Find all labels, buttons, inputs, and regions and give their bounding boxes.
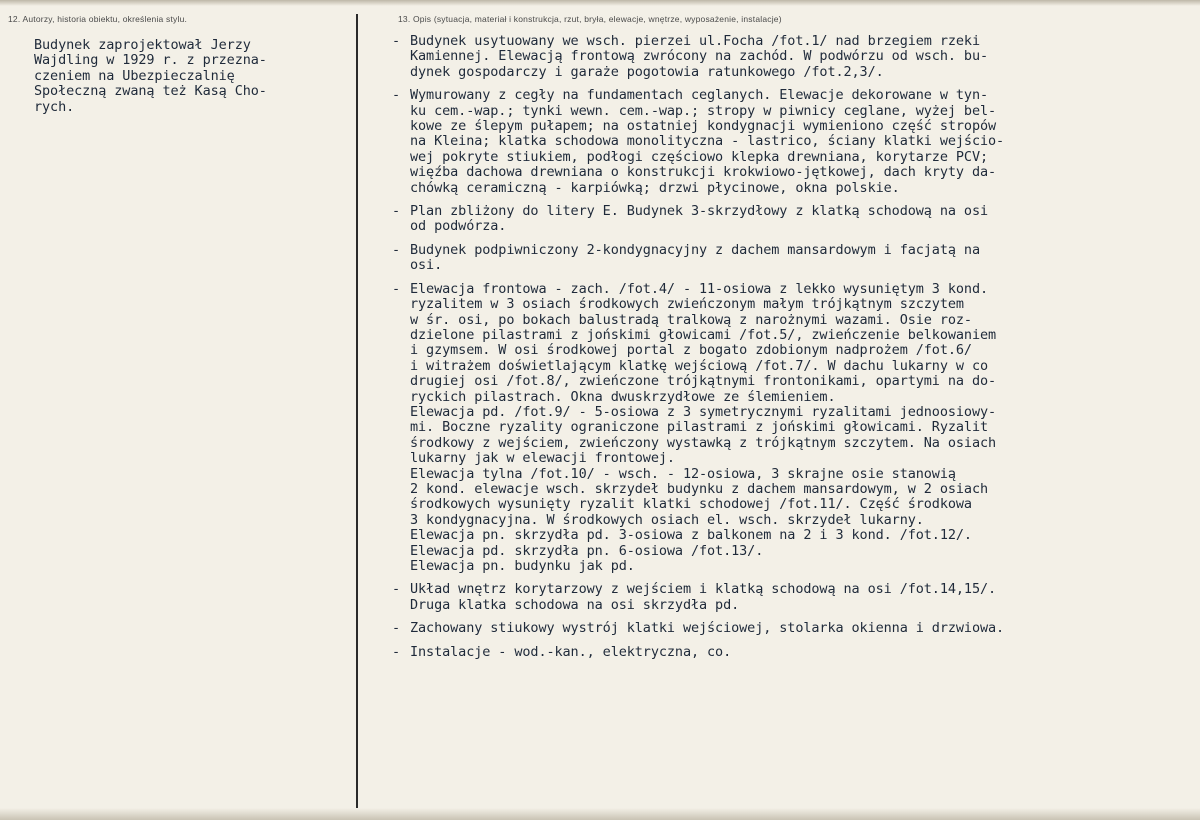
description-line: Układ wnętrz korytarzowy z wejściem i klatką schodową na osi /fot.14,15/. [410,581,997,598]
history-line: czeniem na Ubezpieczalnię [34,67,235,84]
description-line: dynek gospodarczy i garaże pogotowia ratunkowego /fot.2,3/. [410,63,884,80]
field-13-label: 13. Opis (sytuacja, materiał i konstrukcja, rzut, bryła, elewacje, wnętrze, wyposażenie, instalacje) [398,14,782,24]
dash-bullet: - [392,620,401,637]
description-paragraph [392,582,1192,613]
description-line: Budynek podpiwniczony 2-kondygnacyjny z dachem mansardowym i facjatą na [410,241,980,258]
description-line: od podwórza. [410,218,507,235]
description-paragraph [392,34,1192,80]
description-line: 3 kondygnacyjna. W środkowych osiach el. wsch. skrzydeł lukarny. [410,511,924,528]
description-line: środkowych wysunięty ryzalit klatki schodowej /fot.11/. Część środkowa [410,496,972,513]
history-line: Społeczną zwaną też Kasą Cho- [34,83,267,100]
description-line: Elewacja pn. budynku jak pd. [410,558,635,574]
description-line: lukarny jak w elewacji frontowej. [410,450,675,467]
binding-edge [0,0,1200,6]
description-paragraph [392,645,1192,660]
history-line: rych. [34,98,75,115]
description-line: więźba dachowa drewniana o konstrukcji krokwiowo-jętkowej, dach kryty da- [410,164,997,181]
description-line: w śr. osi, po bokach balustradą tralkową z narożnymi wazami. Osie roz- [410,311,972,328]
description-line: Kamiennej. Elewacją frontową zwrócony na zachód. W podwórzu od wsch. bu- [410,48,988,65]
description-paragraph [392,243,1192,274]
description-text [392,34,1192,668]
description-line: ku cem.-wap.; tynki wewn. cem.-wap.; stropy w piwnicy ceglane, wyżej bel- [410,102,997,119]
description-line: ryzalitem w 3 osiach środkowych zwieńczonym małym trójkątnym szczytem [410,296,964,313]
description-paragraph [392,88,1192,196]
history-line: Budynek zaprojektował Jerzy [34,37,251,53]
description-line: Elewacja pn. skrzydła pd. 3-osiowa z balkonem na 2 i 3 kond. /fot.12/. [410,527,972,544]
description-line: osi. [410,257,443,274]
history-line: Wajdling w 1929 r. z przezna- [34,52,267,69]
description-line: Elewacja tylna /fot.10/ - wsch. - 12-osiowa, 3 skrajne osie stanowią [410,465,956,482]
description-line: Elewacja frontowa - zach. /fot.4/ - 11-osiowa z lekko wysuniętym 3 kond. [410,280,988,297]
description-line: dzielone pilastrami z jońskimi głowicami /fot.5/, zwieńczenie belkowaniem [410,326,997,343]
dash-bullet: - [392,581,401,598]
description-line: Druga klatka schodowa na osi skrzydła pd. [410,596,740,613]
description-line: chówką ceramiczną - karpiówką; drzwi płycinowe, okna polskie. [410,179,900,196]
dash-bullet: - [392,643,401,660]
description-line: drugiej osi /fot.8/, zwieńczone trójkątnymi frontonikami, opartymi na do- [410,373,997,390]
description-line: ryckich pilastrach. Okna dwuskrzydłowe ze ślemieniem. [410,388,836,405]
description-line: Elewacja pd. /fot.9/ - 5-osiowa z 3 symetrycznymi ryzalitami jednoosiowy- [410,403,997,420]
history-text [34,38,346,115]
dash-bullet: - [392,203,401,220]
description-line: środkowy z wejściem, zwieńczony wystawką z trójkątnym szczytem. Na osiach [410,434,997,451]
description-line: Elewacja pd. skrzydła pn. 6-osiowa /fot.13/. [410,542,764,559]
dash-bullet: - [392,241,401,258]
description-line: na Kleina; klatka schodowa monolityczna - lastrico, ściany klatki wejścio- [410,133,1005,150]
dash-bullet: - [392,280,401,297]
page-bottom-shadow [0,808,1200,820]
description-paragraph [392,282,1192,575]
dash-bullet: - [392,87,401,104]
description-line: wej pokryte stiukiem, podłogi częściowo klepka drewniana, korytarze PCV; [410,148,988,165]
description-line: Plan zbliżony do litery E. Budynek 3-skrzydłowy z klatką schodową na osi [410,203,988,220]
dash-bullet: - [392,33,401,49]
description-line: i gzymsem. W osi środkowej portal z bogato zdobionym nadprożem /fot.6/ [410,342,972,359]
description-line: i witrażem doświetlającym klatkę wejściową /fot.7/. W dachu lukarny w co [410,357,988,374]
description-paragraph [392,621,1192,636]
description-line: kowe ze ślepym pułapem; na ostatniej kondygnacji wymieniono część stropów [410,118,997,135]
column-divider [356,14,358,820]
description-line: mi. Boczne ryzality ograniczone pilastrami z jońskimi głowicami. Ryzalit [410,419,988,436]
description-paragraph [392,204,1192,235]
description-line: Budynek usytuowany we wsch. pierzei ul.Focha /fot.1/ nad brzegiem rzeki [410,33,980,49]
field-12-label: 12. Autorzy, historia obiektu, określenia stylu. [8,14,188,24]
description-line: 2 kond. elewacje wsch. skrzydeł budynku z dachem mansardowym, w 2 osiach [410,480,988,497]
description-line: Wymurowany z cegły na fundamentach ceglanych. Elewacje dekorowane w tyn- [410,87,988,104]
description-line: Instalacje - wod.-kan., elektryczna, co. [410,643,732,660]
description-line: Zachowany stiukowy wystrój klatki wejściowej, stolarka okienna i drzwiowa. [410,620,1005,637]
